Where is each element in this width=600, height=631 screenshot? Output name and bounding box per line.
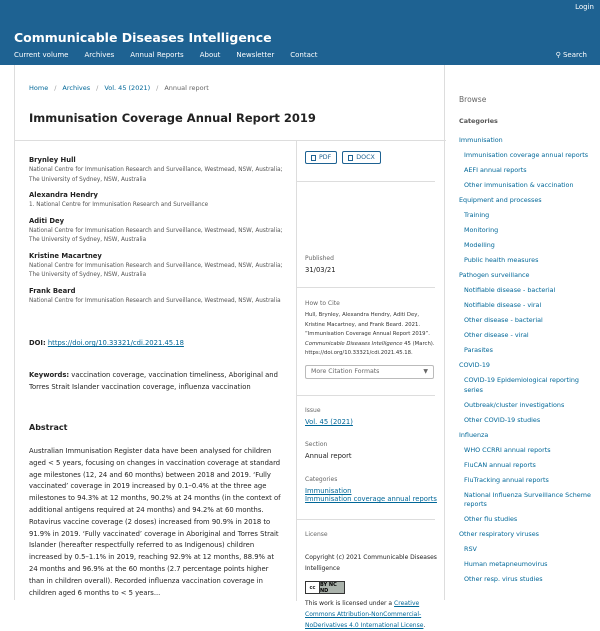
- sidebar-title: Browse: [459, 95, 487, 104]
- file-icon: [311, 155, 316, 161]
- nav-about[interactable]: About: [199, 51, 221, 59]
- keywords-value: vaccination coverage, vaccination timeliness, Aboriginal and Torres Strait Islander vaccination coverage, influenza vaccination: [29, 371, 278, 391]
- page-title: Immunisation Coverage Annual Report 2019: [29, 111, 316, 125]
- sidebar-category-item[interactable]: Other disease - bacterial: [464, 316, 543, 324]
- breadcrumb-separator: /: [156, 84, 159, 92]
- issue-label: Issue: [305, 407, 321, 414]
- author-entry: [29, 191, 284, 211]
- sidebar-category-item[interactable]: Influenza: [459, 430, 489, 439]
- breadcrumb-archives[interactable]: Archives: [62, 84, 91, 92]
- published-value: 31/03/21: [305, 266, 336, 274]
- citation-section: [305, 300, 440, 379]
- author-name: Kristine Macartney: [29, 251, 102, 260]
- author-name: Frank Beard: [29, 286, 76, 295]
- site-header: [0, 0, 600, 65]
- login-link[interactable]: Login: [575, 3, 594, 11]
- author-entry: [29, 287, 284, 307]
- sidebar-category-item[interactable]: Other immunisation & vaccination: [464, 181, 574, 189]
- sidebar-category-item[interactable]: Other flu studies: [464, 515, 518, 523]
- author-name: Brynley Hull: [29, 156, 76, 164]
- sidebar-category-item[interactable]: COVID-19: [459, 361, 490, 369]
- galley-links: [305, 151, 440, 164]
- divider: [296, 519, 435, 520]
- section-label: Section: [305, 441, 328, 448]
- section-value: Annual report: [305, 452, 352, 460]
- author-affiliation: 1. National Centre for Immunisation Research and Surveillance: [29, 202, 209, 208]
- citation-formats-dropdown[interactable]: [305, 365, 434, 379]
- search-icon: ⚲: [555, 51, 561, 59]
- cc-logo: cc: [306, 582, 320, 593]
- author-entry: [29, 252, 284, 281]
- author-affiliation: National Centre for Immunisation Research and Surveillance, Westmead, NSW, Australia; The University of Sydney, NSW, Australia: [29, 262, 283, 278]
- sidebar-category-item[interactable]: Immunisation coverage annual reports: [464, 151, 589, 159]
- category-link[interactable]: Immunisation coverage annual reports: [305, 495, 437, 503]
- sidebar-category-item[interactable]: Notifiable disease - viral: [464, 301, 542, 309]
- cc-license-badge[interactable]: [305, 581, 345, 594]
- categories-section: [305, 476, 440, 503]
- main-content: [14, 65, 445, 629]
- cite-label: How to Cite: [305, 300, 340, 307]
- sidebar-category-item[interactable]: Monitoring: [464, 226, 499, 234]
- category-link[interactable]: Immunisation: [305, 487, 352, 495]
- doi-label: DOI:: [29, 339, 46, 347]
- issue-link[interactable]: Vol. 45 (2021): [305, 418, 353, 426]
- license-prefix: This work is licensed under a: [305, 600, 393, 607]
- article-details: [305, 151, 440, 629]
- breadcrumb-separator: /: [96, 84, 99, 92]
- sidebar-category-item[interactable]: AEFI annual reports: [464, 166, 527, 174]
- cc-terms: BY NC ND: [320, 581, 337, 594]
- sidebar-category-item[interactable]: Outbreak/cluster investigations: [464, 400, 565, 409]
- citation-text-part2: 45 (March). https://doi.org/10.33321/cdi.2021.45.18.: [305, 340, 435, 356]
- license-suffix: .: [423, 622, 426, 629]
- author-name: Aditi Dey: [29, 216, 65, 225]
- issue-section: [305, 407, 440, 426]
- search-button[interactable]: [556, 51, 587, 59]
- nav-current-volume[interactable]: Current volume: [14, 51, 69, 59]
- breadcrumb-issue[interactable]: Vol. 45 (2021): [104, 84, 151, 92]
- sidebar-category-item[interactable]: COVID-19 Epidemiological reporting series: [464, 376, 579, 394]
- author-list: [29, 156, 284, 312]
- published-section: [305, 255, 440, 274]
- sidebar-category-item[interactable]: Pathogen surveillance: [459, 271, 530, 279]
- license-text: [305, 598, 440, 631]
- keywords-label: Keywords:: [29, 371, 70, 379]
- nav-newsletter[interactable]: Newsletter: [236, 51, 275, 59]
- doi-link[interactable]: https://doi.org/10.33321/cdi.2021.45.18: [47, 339, 184, 347]
- sidebar-category-item[interactable]: RSV: [464, 545, 477, 553]
- doi: [29, 339, 184, 347]
- author-entry: [29, 156, 284, 185]
- sidebar-category-item[interactable]: Public health measures: [464, 256, 539, 264]
- copyright-text: Copyright (c) 2021 Communicable Diseases Intelligence: [305, 554, 437, 572]
- license-link[interactable]: Creative Commons Attribution-NonCommercial-NoDerivatives 4.0 International License: [305, 600, 424, 629]
- citation-text-part1: Hull, Brynley, Alexandra Hendry, Aditi Dey, Kristine Macartney, and Frank Beard. 2021. “Immunisation Coverage Annual Report 2019”.: [305, 312, 430, 337]
- pdf-button[interactable]: [305, 151, 337, 164]
- citation-journal: Communicable Diseases Intelligence: [305, 340, 403, 347]
- file-icon: [348, 155, 353, 161]
- section-info: [305, 441, 440, 460]
- divider: [296, 181, 435, 182]
- published-label: Published: [305, 255, 334, 262]
- pdf-label: PDF: [319, 154, 332, 161]
- main-nav: [14, 51, 318, 59]
- citation-formats-label: More Citation Formats: [311, 368, 380, 375]
- chevron-down-icon: ▼: [423, 368, 428, 375]
- author-name: Alexandra Hendry: [29, 191, 98, 199]
- sidebar-category-item[interactable]: Parasites: [464, 346, 493, 354]
- site-title[interactable]: Communicable Diseases Intelligence: [14, 30, 272, 45]
- sidebar-category-item[interactable]: Modelling: [464, 241, 495, 249]
- nav-contact[interactable]: Contact: [290, 51, 318, 59]
- sidebar-category-item[interactable]: Equipment and processes: [459, 196, 542, 204]
- categories-label: Categories: [305, 476, 338, 483]
- sidebar-categories-label: Categories: [459, 117, 498, 125]
- docx-button[interactable]: [342, 151, 381, 164]
- divider: [296, 395, 435, 396]
- sidebar-category-item[interactable]: Other COVID-19 studies: [464, 415, 541, 424]
- author-affiliation: National Centre for Immunisation Research and Surveillance, Westmead, NSW, Australia; The University of Sydney, NSW, Australia: [29, 227, 283, 243]
- column-divider: [296, 141, 297, 601]
- sidebar-category-item[interactable]: FluCAN annual reports: [464, 460, 536, 469]
- abstract-heading: Abstract: [29, 423, 68, 432]
- breadcrumb-home[interactable]: Home: [29, 84, 49, 92]
- license-label: License: [305, 531, 328, 538]
- breadcrumb-separator: /: [54, 84, 57, 92]
- citation-text: [305, 311, 440, 359]
- author-affiliation: National Centre for Immunisation Research and Surveillance, Westmead, NSW, Australia; The University of Sydney, NSW, Australia: [29, 167, 283, 183]
- sidebar-category-item[interactable]: Immunisation: [459, 136, 503, 144]
- browse-sidebar: [459, 95, 594, 590]
- sidebar-category-item[interactable]: Training: [464, 211, 490, 219]
- sidebar-category-item[interactable]: Other respiratory viruses: [459, 530, 539, 538]
- abstract-text: Australian Immunisation Register data have been analysed for children aged < 5 years, focusing on changes in vaccination coverage at standard age milestones (12, 24 and 60 months) between 2018 and 2019. ‘Fully vaccinated’ coverage in 2019 increased by 0.1–0.4% at the three age milestones to 94.3% at 12 months, 90.2% at 24 months (in the context of additional antigens required at 24 months) and 94.2% at 60 months. Rotavirus vaccine coverage (2 doses) increased from 90.9% in 2018 to 91.9% in 2019. ‘Fully vaccinated’ coverage in Aboriginal and Torres Strait Islander (hereafter respectfully referred to as Indigenous) children increased by 0.5–1.1% in 2019, reaching 92.9% at 12 months, 88.9% at 24 months and 96.9% at the 60 months (2.7 percentage points higher than in children overall). Recorded influenza vaccination coverage in children aged 6 months to < 5 years...: [29, 447, 281, 597]
- breadcrumb: [29, 84, 209, 92]
- author-entry: [29, 217, 284, 246]
- sidebar-category-item[interactable]: Other resp. virus studies: [464, 575, 543, 583]
- sidebar-category-item[interactable]: Other disease - viral: [464, 331, 529, 339]
- nav-annual-reports[interactable]: Annual Reports: [130, 51, 184, 59]
- search-label: Search: [562, 51, 587, 59]
- sidebar-category-item[interactable]: Notifiable disease - bacterial: [464, 286, 556, 294]
- sidebar-category-item[interactable]: FluTracking annual reports: [464, 475, 549, 484]
- sidebar-category-item[interactable]: Human metapneumovirus: [464, 560, 548, 568]
- keywords: [29, 369, 279, 393]
- divider: [15, 140, 446, 141]
- sidebar-category-item[interactable]: WHO CCRRI annual reports: [464, 445, 551, 454]
- author-affiliation: National Centre for Immunisation Research and Surveillance, Westmead, NSW, Australia: [29, 297, 281, 304]
- docx-label: DOCX: [356, 154, 375, 161]
- sidebar-category-list: [459, 136, 594, 585]
- nav-archives[interactable]: Archives: [84, 51, 115, 59]
- divider: [296, 287, 435, 288]
- breadcrumb-current: Annual report: [164, 84, 209, 92]
- license-section: [305, 531, 440, 631]
- sidebar-category-item[interactable]: National Influenza Surveillance Scheme reports: [464, 490, 591, 508]
